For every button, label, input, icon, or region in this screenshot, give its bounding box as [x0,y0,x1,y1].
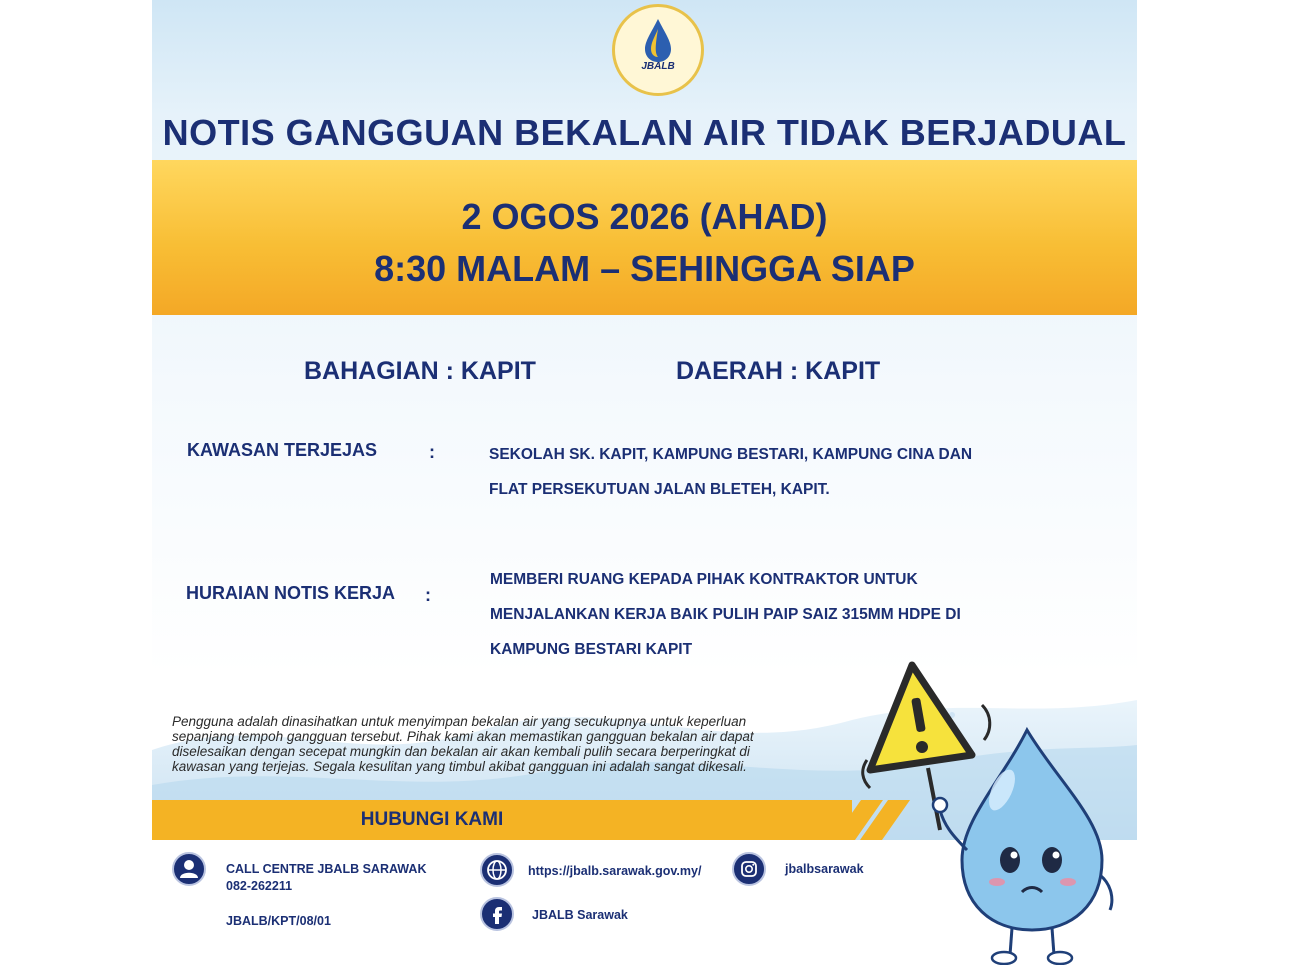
work-description-colon: : [425,585,431,605]
jbalb-logo [612,4,704,96]
facebook-icon [480,897,514,931]
description-line: KAMPUNG BESTARI KAPIT [490,641,693,658]
call-centre-label: CALL CENTRE JBALB SARAWAK [226,862,427,876]
affected-area-colon: : [429,442,435,462]
district-label: DAERAH : KAPIT [676,357,881,385]
globe-icon [480,853,514,887]
affected-line: FLAT PERSEKUTUAN JALAN BLETEH, KAPIT. [489,481,830,498]
notice-poster [152,0,1137,965]
affected-area-label: KAWASAN TERJEJAS [187,440,378,460]
water-drop-mascot [852,660,1137,965]
logo-text: JBALB [641,61,675,72]
contact-heading: HUBUNGI KAMI [360,809,504,830]
website-link[interactable]: https://jbalb.sarawak.gov.my/ [528,864,702,878]
notice-title: NOTIS GANGGUAN BEKALAN AIR TIDAK BERJADUAL [162,112,1127,153]
description-line: MENJALANKAN KERJA BAIK PULIH PAIP SAIZ 315MM HDPE DI [490,606,961,623]
reference-number: JBALB/KPT/08/01 [226,914,331,928]
schedule-band [152,160,1137,315]
affected-line: SEKOLAH SK. KAPIT, KAMPUNG BESTARI, KAMPUNG CINA DAN [489,446,973,463]
work-description-value [490,562,961,667]
advisory-text [172,714,852,774]
affected-area-value [489,437,972,507]
contact-heading-bar [152,800,852,840]
call-centre-phone[interactable]: 082-262211 [226,879,293,893]
schedule-date: 2 OGOS 2026 (AHAD) [461,196,828,237]
description-line: MEMBERI RUANG KEPADA PIHAK KONTRAKTOR UNTUK [490,571,918,588]
advisory-line: kawasan yang terjejas. Segala kesulitan yang timbul akibat gangguan ini adalah sangat dikesali. [172,759,747,774]
instagram-icon [732,852,766,886]
advisory-line: sepanjang tempoh gangguan tersebut. Pihak kami akan memastikan gangguan bekalan air dapat [172,729,754,744]
warning-icon [863,665,990,830]
advisory-line: Pengguna adalah dinasihatkan untuk menyimpan bekalan air yang secukupnya untuk keperluan [172,714,747,729]
work-description-label: HURAIAN NOTIS KERJA [186,583,396,603]
division-label: BAHAGIAN : KAPIT [304,357,536,385]
schedule-time: 8:30 MALAM – SEHINGGA SIAP [374,248,915,289]
advisory-line: diselesaikan dengan secepat mungkin dan bekalan air akan kembali pulih secara berperingkat di [172,744,750,759]
person-icon [172,852,206,886]
instagram-link[interactable]: jbalbsarawak [785,862,864,876]
facebook-link[interactable]: JBALB Sarawak [532,908,628,922]
